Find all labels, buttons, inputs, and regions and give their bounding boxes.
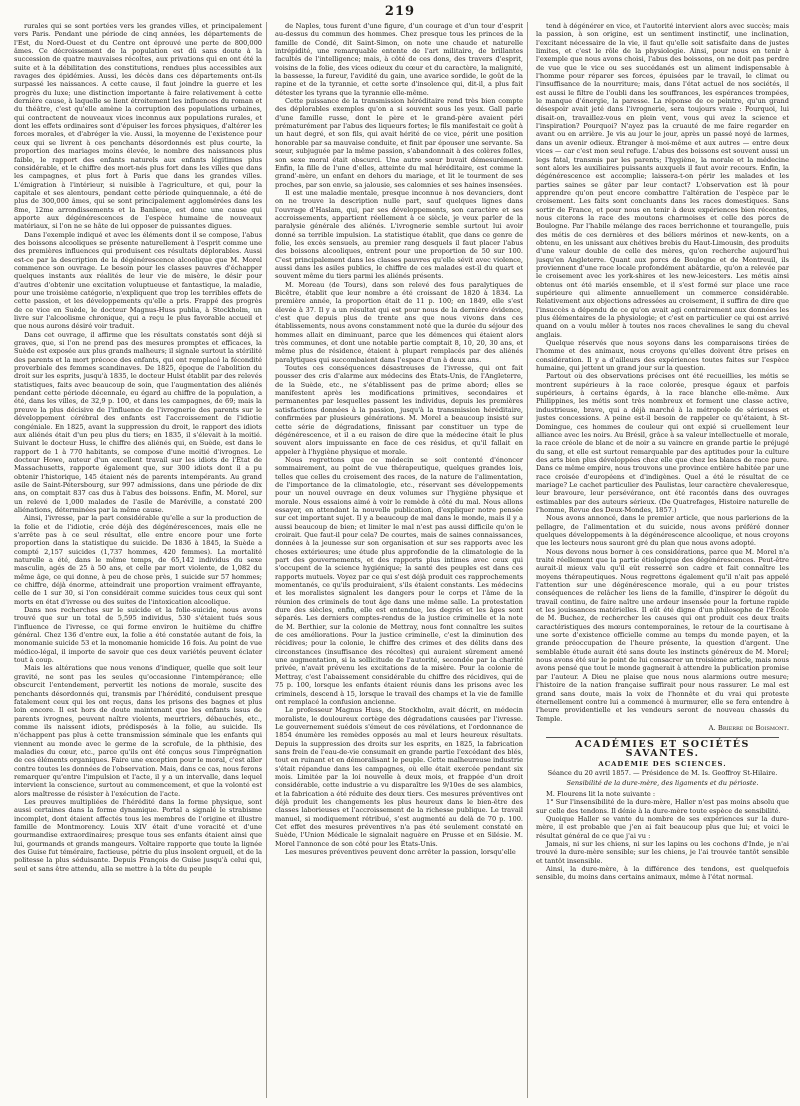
column-right (536, 22, 789, 1098)
paragraph: Toutes ces conséquences désastreuses de l'ivresse, qui ont fait pousser des cris d'alarme aux médecins des États-Unis, de l'Angleterre, de la Suède, etc., ne s'établissent pas de prime abord; elles se manifestent après les modifications primitives, secondaires et permanentes par lesquelles passent les individus, depuis les premières satisfactions données à la passion, jusqu'à la transmission héréditaire, confirmées par plusieurs générations. M. Morel a beaucoup insisté sur cette série de dégradations, finissant par constituer un type de dégénérescence, et il a eu raison de dire que la médecine était le plus souvent alors impuissante en face de ces résidus, et qu'il fallait en appeler à l'hygiène physique et morale. (275, 364, 523, 456)
paragraph: Mais les altérations que nous venons d'indiquer, quelle que soit leur gravité, ne sont pas les seules qu'occasionne l'intempérance; elle obscurcit l'entendement, pervertit les notions de morale, suscite des penchants désordonnés qui, transmis par l'hérédité, conduisent presque fatalement ceux qui les ont reçus, dans les prisons des bagnes et plus loin encore. Il est hors de doute maintenant que les enfants issus de parents ivrognes, peuvent naître violents, meurtriers, débauchés, etc., comme ils naissent idiots, prédisposés à la folie, au suicide. Ils n'échappent pas plus à cette transmission séminale que les enfants qui viennent au monde avec le germe de la scrofule, de la phthisie, des maladies du cœur, etc., parce qu'ils ont été conçus sous l'imprégnation de ces éléments organiques. Faire une exception pour le moral, c'est aller contre toutes les données de l'observation. Mais, dans ce cas, nous ferons remarquer qu'entre l'impulsion et l'acte, il y a un intervalle, dans lequel intervient la conscience, surtout au commencement, et que la volonté est alors maîtresse de résister à l'exécution de l'acte. (14, 664, 262, 798)
paragraph: Cette puissance de la transmission héréditaire rend très bien compte des déplorables exemples qu'on a si souvent sous les yeux. Gall parle d'une famille russe, dont le père et le grand-père avaient péri prématurément par l'abus des liqueurs fortes; le fils manifestait ce goût à un haut degré, et son fils, qui avait hérité de ce vice, périt une position honorable par sa mauvaise conduite, et finit par épouser une servante. Sa sœur, subjuguée par la même passion, s'abandonnait à des colères folles, son sexe moral était obscurci. Une autre sœur buvait démesurément. Enfin, la fille de l'une d'elles, atteinte du mal héréditaire, est comme la grand'-mère, un enfant en dehors du mariage, et lit le tourment de ses proches, par son envie, sa jalousie, ses calomnies et ses haines insensées. (275, 97, 523, 189)
paragraph: M. Moreau (de Tours), dans son relevé des fous paralytiques de Bicêtre, établit que leur nombre a été croissant de 1820 à 1834. La première année, la proportion était de 11 p. 100; en 1849, elle s'est élevée à 37. Il y a un résultat qui est pour nous de la dernière évidence, c'est que depuis plus de trente ans que nous vivons dans ces établissements, nous avons constamment noté que la durée du séjour des hommes allait en diminuant, parce que les démences qui étaient alors très communes, et dont une notable partie comptait 8, 10, 20, 30 ans, et même plus de résidence, étaient à plupart remplacés par des aliénés paralytiques qui succombaient dans l'espace d'un à deux ans. (275, 280, 523, 364)
paragraph: Partout où des observations précises ont été recueillies, les métis se montrent supérieurs à la race colorée, presque égaux et parfois supérieurs, à certains égards, à la race blanche elle-même. Aux Philippines, les métis sont très nombreux et forment une classe active, industrieuse, brave, qui a déjà marché à la métropole de sérieuses et justes concessions. A peine est-il besoin de rappeler ce qu'étaient, à St-Domingue, ces hommes de couleur qui ont expié si cruellement leur alliance avec les noirs. Au Brésil, grâce à sa valeur intellectuelle et morale, la race créole de blanc et de noir a su vaincre en grande partie le préjugé du sang, et elle est surtout remarquable par des aptitudes pour la culture des arts bien plus développées chez elle que chez les blancs de race pure. Dans ce même empire, nous trouvons une province entière habitée par une race croisée d'européens et d'indigènes. Quel a été le résultat de ce mariage? Le cachet particulier des Paulistas, leur caractère chevaleresque, leur bravoure, leur persévérance, ont été racontés dans des ouvrages estimables par des auteurs sérieux. (De Quatrefages, Histoire naturelle de l'homme, Revue des Deux-Mondes, 1857.) (536, 372, 789, 514)
section-title: ACADÉMIES ET SOCIÉTÉS SAVANTES. (575, 739, 750, 759)
column-middle (275, 22, 528, 1098)
paper-title: Sensibilité de la dure-mère, des ligaments et du périoste. (566, 778, 759, 787)
paragraph: Dans l'exemple indiqué et avec les éléments dont il se compose, l'abus des boissons alcooliques se présente naturellement à l'esprit comme une des premières influences qui produisent ces résultats déplorables. Aussi est-ce par la description de la dégénérescence alcoolique que M. Morel commence son ouvrage. Le besoin pour les classes pauvres d'échapper quelques instants aux réalités de leur vie de misère, le désir pour d'autres d'obtenir une excitation voluptueuse et fantastique, la maladie, pour une troisième catégorie, n'expliquent que trop les terribles effets de cette passion, et les développements qu'elle a pris. Frappé des progrès de ce vice en Suède, le docteur Magnus-Huss publia, à Stockholm, un livre sur l'alcoolisme chronique, qui a reçu le plus favorable accueil et que nous aurons désiré voir traduit. (14, 230, 262, 331)
page-number: 219 (384, 4, 416, 19)
paragraph: Ainsi, la dure-mère, à la différence des tendons, est quelquefois sensible, du moins dans certains animaux, même à l'état normal. (536, 865, 789, 882)
paragraph: Le professeur Magnus Huss, de Stockholm, avait décrit, en médecin moraliste, le douloureux cortège des dégradations causées par l'ivresse. Le gouvernement suédois s'émeut de ces révélations, et l'ordonnance de 1854 énumère les remèdes opposés au mal et leurs heureux résultats. Depuis la suppression des droits sur les esprits, en 1825, la fabrication sans frein de l'eau-de-vie consumait en grande partie l'excédant des blés, tout en ruinant et en démoralisant le peuple. Cette malheureuse industrie s'était répandue dans les campagnes, où elle était exercée pendant six mois. Limitée par la loi nouvelle à deux mois, et frappée d'un droit considérable, cette industrie a vu disparaître les 9/10es de ses alambics, et la fabrication a été réduite des deux tiers. Ces mesures préventives ont déjà produit les changements les plus heureux dans le bien-être des classes laborieuses et l'accroissement de la richesse publique. Le travail manuel, si modiquement rétribué, s'est augmenté au delà de 70 p. 100. Cet effet des mesures préventives n'a pas été seulement constaté en Suède, l'Union Médicale le signalait naguère en Prusse et en Silésie. M. Morel l'annonce de son côté pour les États-Unis. (275, 706, 523, 848)
paragraph: Quelque réservés que nous soyons dans les comparaisons tirées de l'homme et des animaux, nous croyons qu'elles doivent être prises en considération. Il y a d'ailleurs des expériences toutes faites sur l'espèce humaine, qui jettent un grand jour sur la question. (536, 339, 789, 373)
paragraph: de Naples, tous furent d'une figure, d'un courage et d'un tour d'esprit au-dessus du commun des hommes. Chez presque tous les princes de la famille de Condé, dit Saint-Simon, on note une chaude et naturelle intrépidité, une remarquable entente de l'art militaire, de brillantes facultés de l'intelligence; mais, à côté de ces dons, des travers d'esprit, voisins de la folie, des vices odieux du cœur et du caractère, la malignité, la bassesse, la fureur, l'avidité du gain, une avarice sordide, le goût de la rapine et de la tyrannie, et cette sorte d'insolence qui, dit-il, a plus fait détester les tyrans que la tyrannie elle-même. (275, 22, 523, 97)
paragraph: tend à dégénérer en vice, et l'autorité intervient alors avec succès; mais la passion, à son origine, est un sentiment instinctif, une inclination, l'excitant nécessaire de la vie, il faut qu'elle soit satisfaite dans de justes limites, et c'est le rôle de la physiologie. Ainsi, pour nous en tenir à l'exemple que nous avons choisi, l'abus des boissons, on ne doit pas perdre de vue que le vice ou ses succédanés est un aliment indispensable à l'homme pour réparer ses forces, épuisées par le travail, le climat ou l'insuffisance de la nourriture; mais, dans l'état actuel de nos sociétés, il est aussi le filtre de l'oubli dans les souffrances, les espérances trompées, le manque d'énergie, la paresse. La réponse de ce peintre, qu'un grand désespoir avait jeté dans l'ivrognerie, sera toujours vraie : Pourquoi, lui disait-on, travaillez-vous en plein vent, vous qui avez la science et l'inspiration? Pourquoi? N'ayez pas la cruauté de me faire regarder en avant ou en arrière. Je vis au jour le jour, après un passé noyé de larmes, dans un avenir odieux. Étranger à moi-même et aux autres — entre deux vices — car c'est mon seul refuge. L'abus des boissons est souvent aussi un legs fatal, transmis par les parents; l'hygiène, la morale et la médecine sont alors les auxiliaires puissants auxquels il faut avoir recours. Enfin, la dégénérescence est accomplie; laissera-t-on périr les malades et les parties saines se gâter par leur contact? L'observation est là pour apprendre qu'on peut encore combattre l'altération de l'espèce par le croisement. Les faits sont concluants dans les races domestiques. Sans sortir de France, et pour nous en tenir à deux expériences bien récentes, nous citerons la race des moutons charmoises et celle des porcs de Boulogne. Par l'habile mélange des races berrichonne et tourangelle, puis des métis de ces dernières et des béliers mérinos et new-kents, on a obtenu, en les unissant aux chétives brebis du Haut-Limousin, des produits d'une valeur double de celle des mères, qu'on recherche aujourd'hui jusqu'en Angleterre. Quant aux porcs de Boulogne et de Montreuil, ils proviennent d'une race locale profondément abâtardie, qu'on a relevée par le croisement avec les york-shires et les new-leicesters. Les métis ainsi obtenus ont été mariés ensemble, et il s'est formé sur place une race supérieure qui alimente annuellement un commerce considérable. Relativement aux objections adressées au croisement, il suffira de dire que l'insuccès a dépendu de ce qu'on avait agi contrairement aux données les plus élémentaires de la physiologie; et c'est en particulier ce qui est arrivé quand on a voulu mêler à toutes nos races chevalines le sang du cheval anglais. (536, 22, 789, 339)
paragraph: Quoique Haller se vante du nombre de ses expériences sur la dure-mère, il est probable que j'en ai fait beaucoup plus que lui; et voici le résultat général de ce que j'ai vu : (536, 814, 789, 840)
paragraph: rurales qui se sont portées vers les grandes villes, et principalement vers Paris. Pendant une période de cinq années, les départements de l'Est, du Nord-Ouest et du Centre ont éprouvé une perte de 800,000 âmes. Ce décroissement de la population est dû sans doute à la succession de quatre mauvaises récoltes, aux privations qui en ont été la suite et à la débilitation des constitutions, rendues plus accessibles aux ravages des épidémies. Aussi, les décès dans ces départements ont-ils surpassé les naissances. A cette cause, il faut joindre la guerre et les progrès du luxe; une distinction importante à faire relativement à cette dernière cause, à laquelle se lient étroitement les influences du roman et du théâtre, c'est qu'elle amène la corruption des populations urbaines, qui contractent de nouveaux vices inconnus aux populations rurales, et dont les effets ordinaires sont d'épuiser les forces physiques, d'altérer les forces morales, et d'abréger la vie. Aussi, la moyenne de l'existence pour ceux qui se livrent à ces penchants désordonnés est plus courte, la proportion des mariages moins élevée, le nombre des naissances plus faible, le rapport des enfants naturels aux enfants légitimes plus considérable, et le chiffre des mort-nés plus fort dans les villes que dans les campagnes, et plus fort à Paris que dans les grandes villes. L'émigration à l'intérieur, si nuisible à l'agriculture, et qui, pour la capitale et ses alentours, pendant cette période quinquennale, a été de plus de 300,000 âmes, qui se sont principalement agglomérées dans les 8me, 12me arrondissements et la Banlieue, est donc une cause qui apporte aux dégénérescences de l'espèce humaine de nouveaux matériaux, si l'on ne se hâte de lui opposer de puissantes digues. (14, 22, 262, 231)
paragraph: Dans cet ouvrage, il affirme que les résultats constatés sont déjà si graves, que, si l'on ne prend pas des mesures promptes et efficaces, la Suède est exposée aux plus grands malheurs; il signale surtout la stérilité des parents et la mort précoce des enfants, qui ont remplacé la fécondité proverbiale des femmes scandinaves. De 1825, époque de l'abolition du droit sur les esprits, jusqu'à 1835, le docteur Hulst établit par des relevés statistiques, faits avec beaucoup de soin, que l'augmentation des aliénés pendant cette période décennale, eu égard au chiffre de la population, a été, dans les villes, de 32,9 p. 100, et dans les campagnes, de 69; mais la preuve la plus décisive de l'influence de l'ivrognerie des parents sur le développement cérébral des enfants est l'accroissement de l'idiotie congéniale. En 1825, avant la suppression du droit, le rapport des idiots aux aliénés était d'un peu plus du tiers; en 1835, il s'élevait à la moitié. Suivant le docteur Huss, le chiffre des aliénés qui, en Suède, est dans le rapport de 1 à 770 habitants, se compose d'une moitié d'ivrognes. Le docteur Howe, auteur d'un excellent travail sur les idiots de l'État de Massachusetts, rapporte également que, sur 300 idiots dont il a pu obtenir l'historique, 145 étaient nés de parents intempérants. Au grand asile de Saint-Pétersbourg, sur 997 admissions, dans une période de dix ans, on comptait 837 cas dus à l'abus des boissons. Enfin, M. Morel, sur un relevé de 1,000 malades de l'asile de Maréville, a constaté 200 aliénations, déterminées par la même cause. (14, 330, 262, 514)
column-left (14, 22, 267, 1098)
paragraph: Nous regrettons que ce médecin se soit contenté d'énoncer sommairement, au point de vue thérapeutique, quelques grandes lois, telles que celles du croisement des races, de la nature de l'alimentation, de l'importance de la climatologie, etc., réservant ses développements pour un nouvel ouvrage en deux volumes sur l'hygiène physique et morale. Nous essaions aimé à voir le remède à côté du mal. Nous allons essayer, en attendant la nouvelle publication, d'expliquer notre pensée sur cet important sujet. Il y a beaucoup de mal dans le monde, mais il y a aussi beaucoup de bien; et limiter le mal n'est pas aussi difficile qu'on le croirait. Que faut-il pour cela? De courtes, mais de saines connaissances, données à la jeunesse sur son organisation et sur ses rapports avec les choses extérieures; une étude plus approfondie de la climatologie de la part des gouvernements, et des rapports plus intimes avec ceux qui s'occupent de la science hygiénique; la santé des peuples est dans ces rapports mutuels. Voyez par ce qui s'est déjà produit ces rapprochements momentanés, ce qu'ils produiraient, s'ils étaient constants. Les médecins et les moralistes signalent les dangers pour le corps et l'âme de la réunion des criminels de tout âge dans une même salle. La protestation dure des siècles, enfin, elle est entendue, les degrés et les âges sont séparés. Les derniers comptes-rendus de la justice criminelle et la note de M. Berthier, sur la colonie de Mettray, nous font connaître les suites de ces améliorations. Pour la justice criminelle, c'est la diminution des récidives; pour la colonie, le chiffre des crimes et des délits dans des circonstances (insuffisance des récoltes) qui auraient sûrement amené une augmentation, si la sollicitude de l'autorité, secondée par la charité privée, n'avait prévenu les excitations de la misère. Pour la colonie de Mettray, c'est l'abaissement considérable du chiffre des récidives, qui de 75 p. 100, lorsque les enfants étaient réunis dans les prisons avec les criminels, descend à 15, lorsque le travail des champs et la vie de famille ont remplacé la confusion ancienne. (275, 455, 523, 706)
paragraph: Ainsi, l'ivresse, par la part considérable qu'elle a sur la production de la folie et de l'idiotie, crée déjà des dégénérescences, mais elle ne s'arrête pas à ce seul résultat, elle entre encore pour une forte proportion dans la statistique du suicide. De 1836 à 1845, la Suède a compté 2,157 suicides (1,737 hommes, 420 femmes). La mortalité naturelle a été, dans le même temps, de 65,142 individus du sexe masculin, agés de 25 à 50 ans, et celle par mort violente, de 1,082 du même âge, ce qui donne, à peu de chose près, 1 suicide sur 57 hommes; ce chiffre, déjà énorme, atteindrait une proportion vraiment effrayante, celle de 1 sur 30, si l'on considérait comme suicides tous ceux qui sont morts en état d'ivresse ou des suites de l'intoxication alcoolique. (14, 514, 262, 606)
author-signature: A. Brierre de Boismont. (708, 723, 789, 732)
paragraph: M. Flourens lit la note suivante : (546, 789, 656, 798)
paragraph: Jamais, ni sur les chiens, ni sur les lapins ou les cochons d'Inde, je n'ai trouvé la dure-mère sensible; sur les chiens, je l'ai trouvée tantôt sensible et tantôt insensible. (536, 840, 789, 865)
paragraph: Nous devons nous borner à ces considérations, parce que M. Morel n'a traité réellement que la partie étiologique des dégénérescences. Peut-être aurait-il mieux valu qu'il eût resserré son cadre et fait connaître les moyens thérapeutiques. Nous regrettons également qu'il n'ait pas appelé l'attention sur une dégénérescence morale, qui a eu pour tristes conséquences de relâcher les liens de la famille, d'inspirer le dégoût du travail continu, de faire naître une ardeur insensée pour la fortune rapide et les jouissances matérielles. Il eût été digne d'un philosophe de l'École de M. Buchez, de rechercher les causes qui ont produit ces deux traits caractéristiques des mœurs contemporaines, le retour de la courtisane à une sorte d'existence officielle comme au temps du monde payen, et la grande préoccupation de l'heure présente, la question d'argent. Une semblable étude aurait été sans doute les instincts généreux de M. Morel; nous avons été sur le point de lui consacrer un troisième article, mais nous avons pensé que tout le monde gagnerait à attendre la publication promise par l'auteur. A Dieu ne plaise que nous nous alarmions outre mesure; l'histoire de la nation française suffirait pour nous rassurer. Le mal est grand sans doute, mais la voix de l'honnête et du vrai qui proteste éternellement contre lui a commencé à murmurer, elle se fera entendre à l'heure providentielle et les vendeurs seront de nouveau chassés du Temple. (536, 547, 789, 723)
paragraph: Les mesures préventives peuvent donc arrêter la passion, lorsqu'elle (285, 848, 516, 857)
paragraph: 1° Sur l'insensibilité de la dure-mère, Haller n'est pas moins absolu que sur celle des tendons. Il dénie à la dure-mère toute espèce de sensibilité. (536, 798, 789, 815)
session-line: Séance du 20 avril 1857. — Présidence de M. Is. Geoffroy St-Hilaire. (547, 769, 778, 778)
section-subtitle: ACADÉMIE DES SCIENCES. (598, 759, 727, 768)
paragraph: Il est une maladie mentale, presque inconnue à nos devanciers, dont on ne trouve la description nulle part, sauf quelques lignes dans l'ouvrage d'Haslam, qui, par ses développements, son caractère et ses accroissements, appartient réellement à ce siècle, je veux parler de la paralysie générale des aliénés. L'ivrognerie semble surtout lui avoir donné sa terrible impulsion. La statistique établit, que dans ce genre de folie, les excès sensuels, au premier rang desquels il faut placer l'abus des boissons alcooliques, entrent pour une proportion de 50 sur 100. C'est principalement dans les classes pauvres qu'elle sévit avec violence, aussi dans les asiles publics, le chiffre de ces malades est-il du quart et souvent même du tiers parmi les aliénés présents. (275, 188, 523, 281)
article-columns (14, 22, 790, 1098)
paragraph: Les preuves multipliées de l'hérédité dans la forme physique, sont aussi certaines dans la forme dynamique. Portal a signalé le strabisme incomplet, dont étaient affectés tous les membres de l'origine et illustre famille de Montmorency. Louis XIV était d'une voracité et d'une gourmandise extraordinaires; presque tous ses enfants étaient ainsi que lui, gourmands et grands mangeurs. Voltaire rapporte que toute la lignée des Guise fut téméraire, factieuse, pétrie du plus insolent orgueil, et de la politesse la plus séduisante. Depuis François de Guise jusqu'à celui qui, seul et sans être attendu, alla se mettre à la tête du peuple (14, 797, 262, 873)
paragraph: Dans nos recherches sur le suicide et la folie-suicide, nous avons trouvé que sur un total de 5,595 individus, 530 s'étaient tués sous l'influence de l'ivresse, ce qui forme environ le huitième du chiffre général. Chez 136 d'entre eux, la folie a été constatée autant de fois, la monomanie suicide 53 et la monomanie homicide 16 fois. Au point de vue médico-légal, il importe de savoir que ces deux variétés peuvent éclater tout à coup. (14, 606, 262, 665)
paragraph: Nous avons annoncé, dans le premier article, que nous parlerions de la pellagre, de l'alimentation et du suicide, nous avons préféré donner quelques développements à la dégénérescence alcoolique, et nous croyons que les lecteurs nous sauront gré du plan que nous avons adopté. (536, 514, 789, 548)
